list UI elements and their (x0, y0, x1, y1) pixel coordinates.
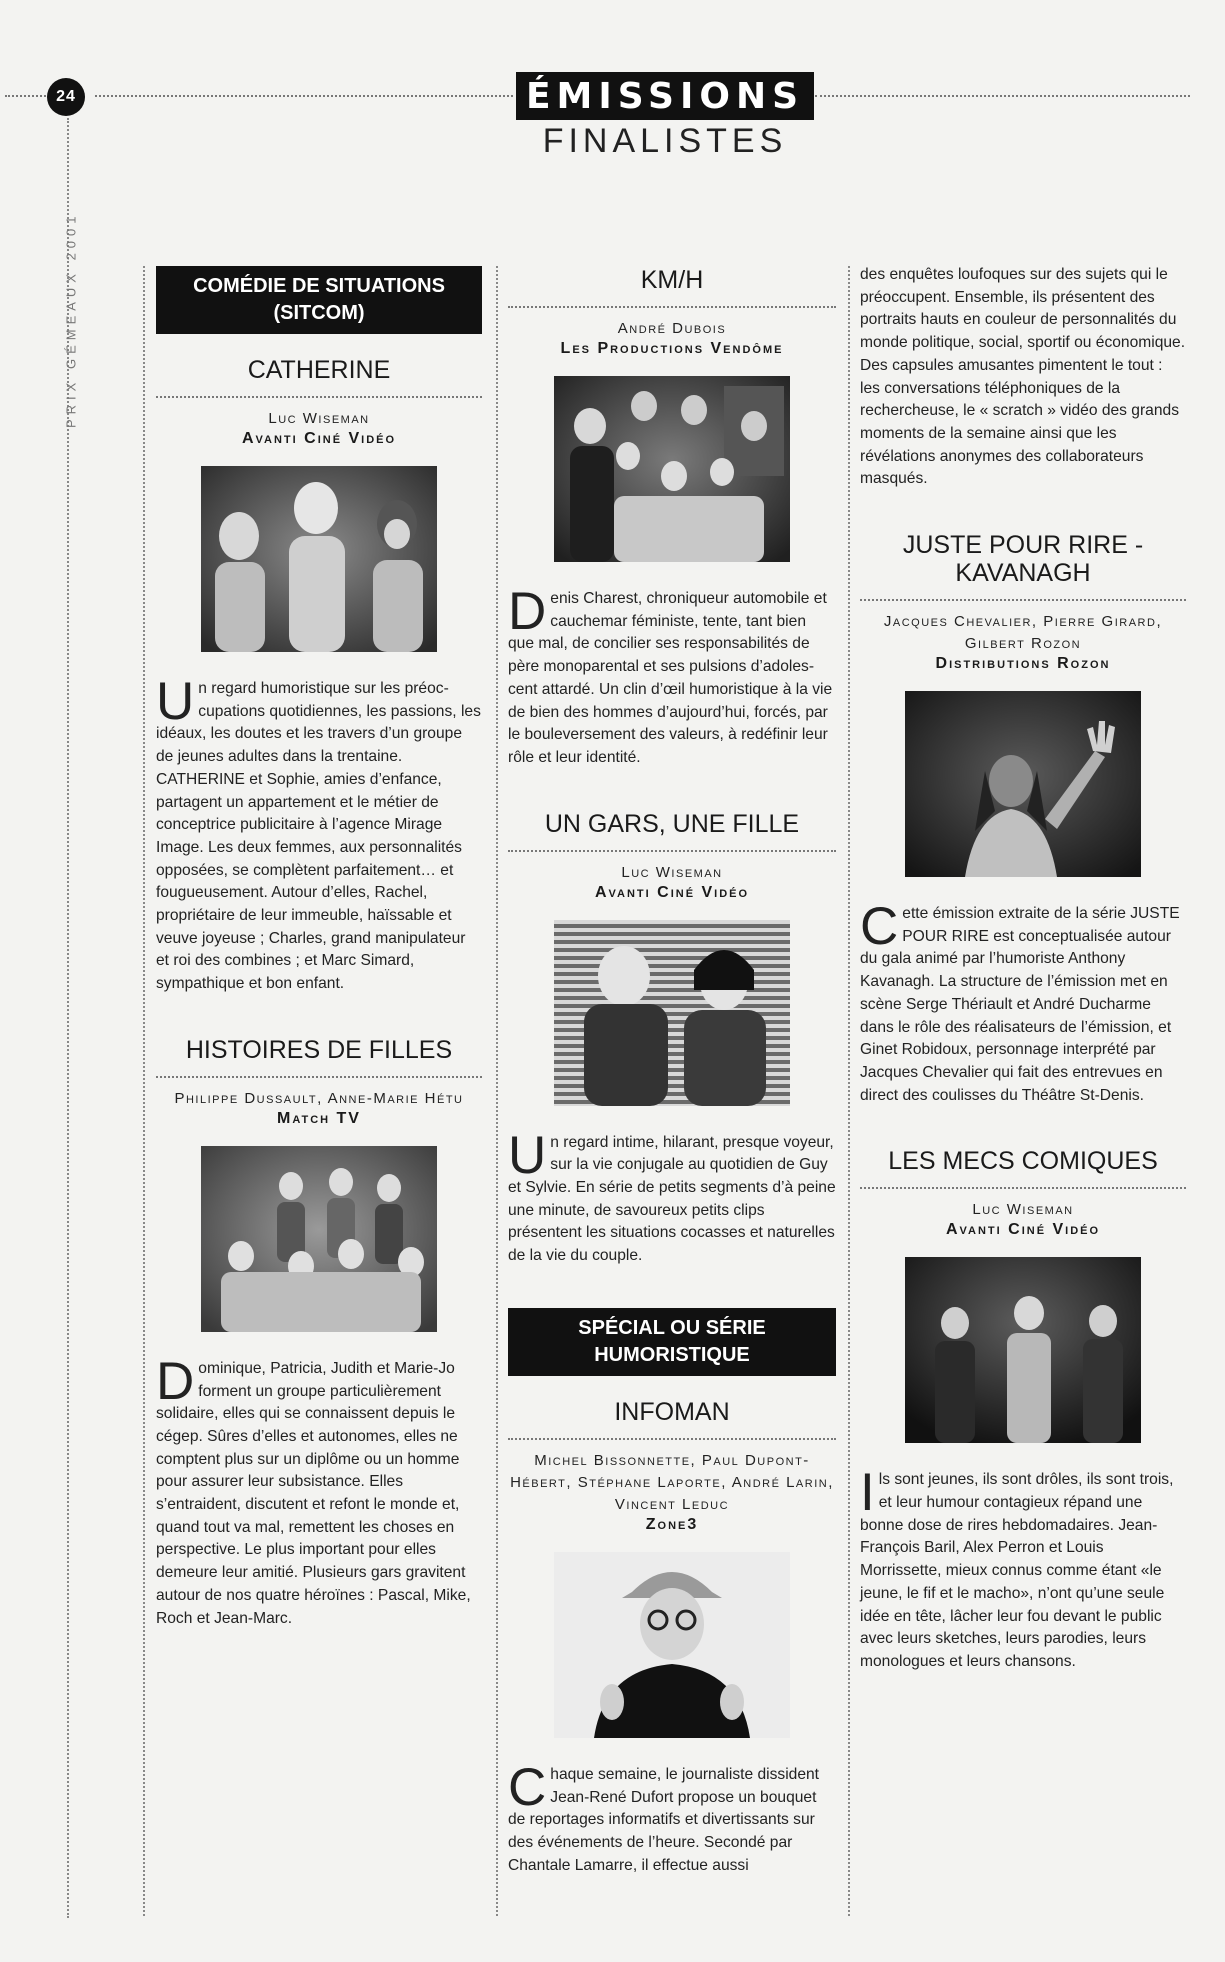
description-text: haque semaine, le journaliste dissident Jean-René Dufort propose un bouquet de reportages informatifs et divertissants sur des événements de l’heure. Secondé par Chantale Lamarre, il effectue aussi (508, 1765, 820, 1874)
column-rule (143, 266, 145, 1916)
show-credits: Michel Bissonnette, Paul Dupont-Hébert, Stéphane Laporte, André Larin, Vincent Leduc (510, 1451, 834, 1513)
show-credits: Luc Wiseman (621, 863, 723, 881)
category-heading: SPÉCIAL OU SÉRIE HUMORISTIQUE (508, 1308, 836, 1376)
show-title: INFOMAN (508, 1398, 836, 1440)
show-photo (554, 1552, 790, 1738)
show-title: CATHERINE (156, 356, 482, 398)
drop-cap: D (156, 1351, 195, 1411)
drop-cap: I (860, 1463, 875, 1523)
drop-cap: U (156, 672, 195, 731)
show-description (860, 1463, 1186, 1673)
description-text: enis Charest, chroniqueur automobile et cauchemar féministe, tente, tant bien que mal, de concilier ses responsabilités de père monoparental et ses pulsions d’adolescent attardé. Un clin d’œil humoristique à la vie de bien des hommes d’aujourd’hui, forcés, par le bouleversement des valeurs, à redéfinir leur rôle et leur identité. (508, 590, 833, 766)
show-producer: Zone3 (645, 1515, 699, 1533)
description-text: ominique, Patricia, Judith et Marie-Jo forment un groupe particulièrement solidaire, elles qui se connaissent depuis le cégep. Sûres d’elles et autonomes, elles ne comptent plus sur un diplôme ou un homme pour assurer leur subsistance. Elles s’entraident, discutent et refont le monde et, quand tout va mal, remettent les choses en perspective. Le plus important pour elles demeure leur amitié. Plusieurs gars gravitent autour de nos quatre héroïnes : Pascal, Mike, Roch et Jean-Marc. (156, 1359, 471, 1627)
description-text: ls sont jeunes, ils sont drôles, ils sont trois, et leur humour contagieux répand une bonne dose de rires hebdomadaires. Jean-François Baril, Alex Perron et Louis Morrissette, mieux connus comme étant «le jeune, le fif et le macho», n’ont qu’une seule idée en tête, lâcher leur fou devant le public avec leurs sketches, leurs parodies, leurs monologues et leurs chansons. (860, 1471, 1174, 1670)
drop-cap: C (508, 1757, 547, 1817)
header-rule-middle (95, 95, 513, 97)
show-description (508, 582, 836, 770)
show-photo (905, 1257, 1141, 1443)
show-description (860, 897, 1186, 1107)
show-description (156, 672, 482, 996)
show-producer: Avanti Ciné Vidéo (241, 430, 397, 447)
show-title: UN GARS, UNE FILLE (508, 810, 836, 852)
page-title: ÉMISSIONS (516, 72, 814, 120)
show-title: HISTOIRES DE FILLES (156, 1036, 482, 1078)
show-photo (554, 376, 790, 562)
show-credits: Luc Wiseman (268, 410, 370, 427)
show-credits: André Dubois (617, 320, 727, 337)
drop-cap: C (860, 897, 899, 957)
show-description (508, 1125, 836, 1268)
show-description (508, 1757, 836, 1878)
description-text: n regard humoristique sur les préoccupations quotidiennes, les passions, les idéaux, les doutes et les travers d’un groupe de jeunes adultes dans la trentaine. CATHERINE et Sophie, amies d’enfance, partagent un appartement et le métier de conceptrice publicitaire à l’agence Mirage Image. Les deux femmes, aux personnalités opposées, se complètent parfaitement… et fougueusement. Autour d’elles, Rachel, propriétaire de leur immeuble, haïssable et veuve joyeuse ; Charles, grand manipulateur et roi des combines ; et Marc Simard, sympathique et bon enfant. (156, 680, 481, 993)
column-rule (496, 266, 498, 1916)
drop-cap: D (508, 582, 547, 641)
show-credits: Luc Wiseman (972, 1201, 1074, 1219)
description-text: n regard intime, hilarant, presque voyeur, sur la vie conjugale au quotidien de Guy et Sylvie. En série de petits segments d’à peine une minute, de savoureux petits clips présentent les situations cocasses et naturelles de la vie du couple. (508, 1133, 836, 1265)
continued-description: des enquêtes loufoques sur des sujets qui le préoccupent. Ensemble, ils présentent des portraits hauts en couleur de personnalités du monde politique, social, sportif ou économique. Des capsules amusantes pimentent le tout : les conversations téléphoniques de la rechercheuse, le « scratch » vidéo des grands moments de la semaine ainsi que les révélations anonymes des collaborateurs masqués. (860, 266, 1186, 488)
page-subtitle: FINALISTES (542, 122, 788, 160)
show-producer: Avanti Ciné Vidéo (594, 883, 750, 901)
show-credits: Jacques Chevalier, Pierre Girard, Gilbert Rozon (883, 613, 1163, 653)
show-producer: Distributions Rozon (935, 655, 1111, 673)
side-label: PRIX GÉMEAUX 2001 (63, 211, 79, 429)
column-3 (860, 266, 1186, 1674)
show-title: KM/H (508, 266, 836, 308)
page-number: 24 (47, 78, 85, 116)
show-description (156, 1351, 482, 1630)
show-title: JUSTE POUR RIRE - KAVANAGH (860, 531, 1186, 601)
description-text: ette émission extraite de la série JUSTE POUR RIRE est conceptualisée autour du gala animé par l’humoriste Anthony Kavanagh. La structure de l’émission met en scène Serge Thériault et André Ducharme dans le rôle des réalisateurs de l’émission, et Ginet Robidoux, personnage interprété par Jacques Chevalier qui fait des entrevues en direct des coulisses du Théâtre St-Denis. (860, 905, 1180, 1104)
show-photo (554, 920, 790, 1106)
show-producer: Match TV (277, 1109, 361, 1127)
header-rule-right (815, 95, 1190, 97)
show-title: LES MECS COMIQUES (860, 1147, 1186, 1189)
show-producer: Les Productions Vendôme (560, 340, 784, 357)
column-1 (156, 266, 482, 1630)
column-2 (508, 266, 836, 1877)
header-rule-left (5, 95, 50, 97)
show-photo (201, 466, 437, 652)
show-photo (905, 691, 1141, 877)
show-photo (201, 1146, 437, 1332)
show-credits: Philippe Dussault, Anne-Marie Hétu (174, 1089, 464, 1107)
drop-cap: U (508, 1125, 547, 1185)
show-producer: Avanti Ciné Vidéo (945, 1221, 1101, 1239)
category-heading: COMÉDIE DE SITUATIONS (SITCOM) (156, 266, 482, 334)
column-rule (848, 266, 850, 1916)
